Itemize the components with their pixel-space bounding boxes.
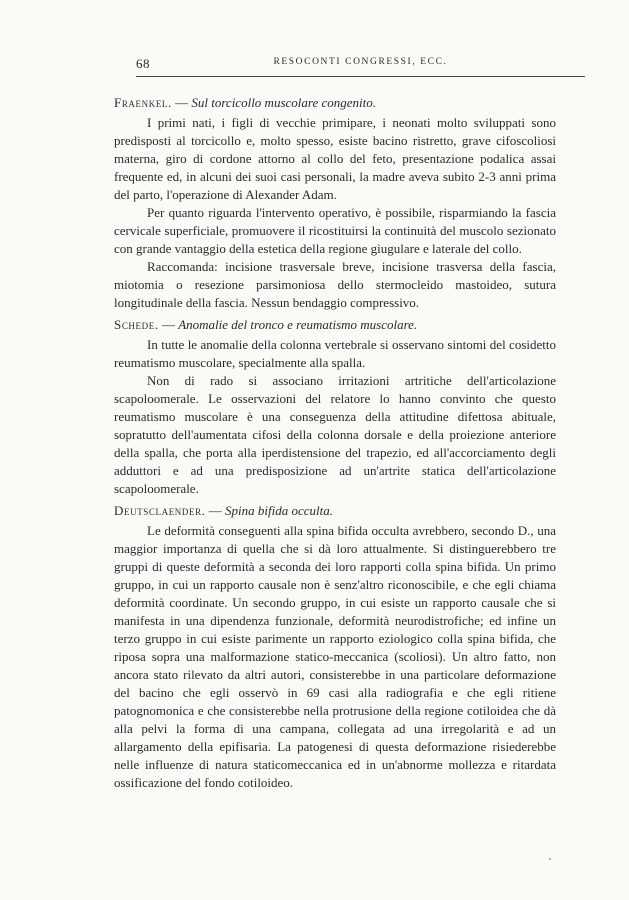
- paragraph: I primi nati, i figli di vecchie primipare, i neonati molto sviluppati sono predisposti al torcicollo e, molto spesso, esiste bacino ristretto, grave cifoscoliosi materna, giro di cordone attorno al collo del feto, presentazione podalica assai frequente ed, in alcuni dei suoi casi personali, la madre aveva subito 2-3 anni prima del parto, l'operazione di Alexander Adam.: [114, 115, 556, 202]
- section-title: Sul torcicollo muscolare congenito.: [191, 95, 376, 110]
- heading-dash: —: [158, 317, 179, 332]
- section-heading: [114, 500, 556, 522]
- paragraph: Le deformità conseguenti alla spina bifida occulta avrebbero, secondo D., una maggior importanza di quella che si dà loro attualmente. Si distinguerebbero tre gruppi di queste deformità a seconda dei loro rapporti colla spina bifida. Un primo gruppo, in cui un rapporto causale non è senz'altro riconoscibile, e che egli chiama deformità coordinate. Un secondo gruppo, in cui esiste un rapporto causale che si manifesta in una dipendenza funzionale, deformità neurodistrofiche; ed infine un terzo gruppo in cui esiste parimente un rapporto eziologico colla spina bifida, che riposa sopra una malformazione statico-meccanica (scoliosi). Un altro fatto, non ancora stato rilevato da altri autori, consisterebbe in una particolare deformazione del bacino che egli osservò in 69 casi alla radiografia e che egli ritiene patognomonica e che consisterebbe nella protrusione della regione cotiloidea che dà alla pelvi la forma di una campana, collegata ad una irregolarità e ad un allargamento della epifisaria. La patogenesi di questa deformazione risiederebbe nelle influenze di natura staticomeccanica ed in un'abnorme mollezza e ritardata ossificazione del fondo cotiloideo.: [114, 523, 556, 790]
- section-heading: [114, 92, 556, 114]
- page-body: [114, 92, 556, 792]
- page-header: [136, 56, 585, 74]
- paragraph: In tutte le anomalie della colonna vertebrale si osservano sintomi del cosidetto reumatismo muscolare, specialmente alla spalla.: [114, 337, 556, 370]
- page-number: 68: [136, 56, 150, 71]
- running-head: RESOCONTI CONGRESSI, ECC.: [273, 57, 448, 67]
- section-author: Fraenkel.: [114, 95, 172, 110]
- paragraph: Raccomanda: incisione trasversale breve, incisione trasversa della fascia, miotomia o resezione parsimoniosa dello stermocleido mastoideo, sutura longitudinale della fascia. Nessun bendaggio compressivo.: [114, 259, 556, 310]
- section-title: Spina bifida occulta.: [225, 503, 334, 518]
- heading-dash: —: [171, 95, 192, 110]
- paragraph: Per quanto riguarda l'intervento operativo, è possibile, risparmiando la fascia cervicale superficiale, promuovere il ricostituirsi la continuità del muscolo sezionato con grande vantaggio della estetica della regione giugulare e laterale del collo.: [114, 205, 556, 256]
- paragraph: Non di rado si associano irritazioni artritiche dell'articolazione scapoloomerale. Le osservazioni del relatore lo hanno convinto che questo reumatismo muscolare è una conseguenza della attitudine difettosa abituale, sopratutto dell'aumentata cifosi della colonna dorsale e della proiezione anteriore della spalla, che porta alla iperdistensione del trapezio, ed all'accorciamento degli adduttori e ad una predisposizione ad un'artrite statica dell'articolazione scapoloomerale.: [114, 373, 556, 496]
- section-fraenkel: [114, 92, 556, 312]
- section-title: Anomalie del tronco e reumatismo muscolare.: [178, 317, 418, 332]
- section-author: Deutsclaender.: [114, 503, 206, 518]
- header-rule: [136, 76, 585, 77]
- paper-speck: [549, 858, 551, 860]
- heading-dash: —: [205, 503, 226, 518]
- section-heading: [114, 314, 556, 336]
- section-deutsclaender: [114, 500, 556, 792]
- section-author: Schede.: [114, 317, 159, 332]
- section-schede: [114, 314, 556, 498]
